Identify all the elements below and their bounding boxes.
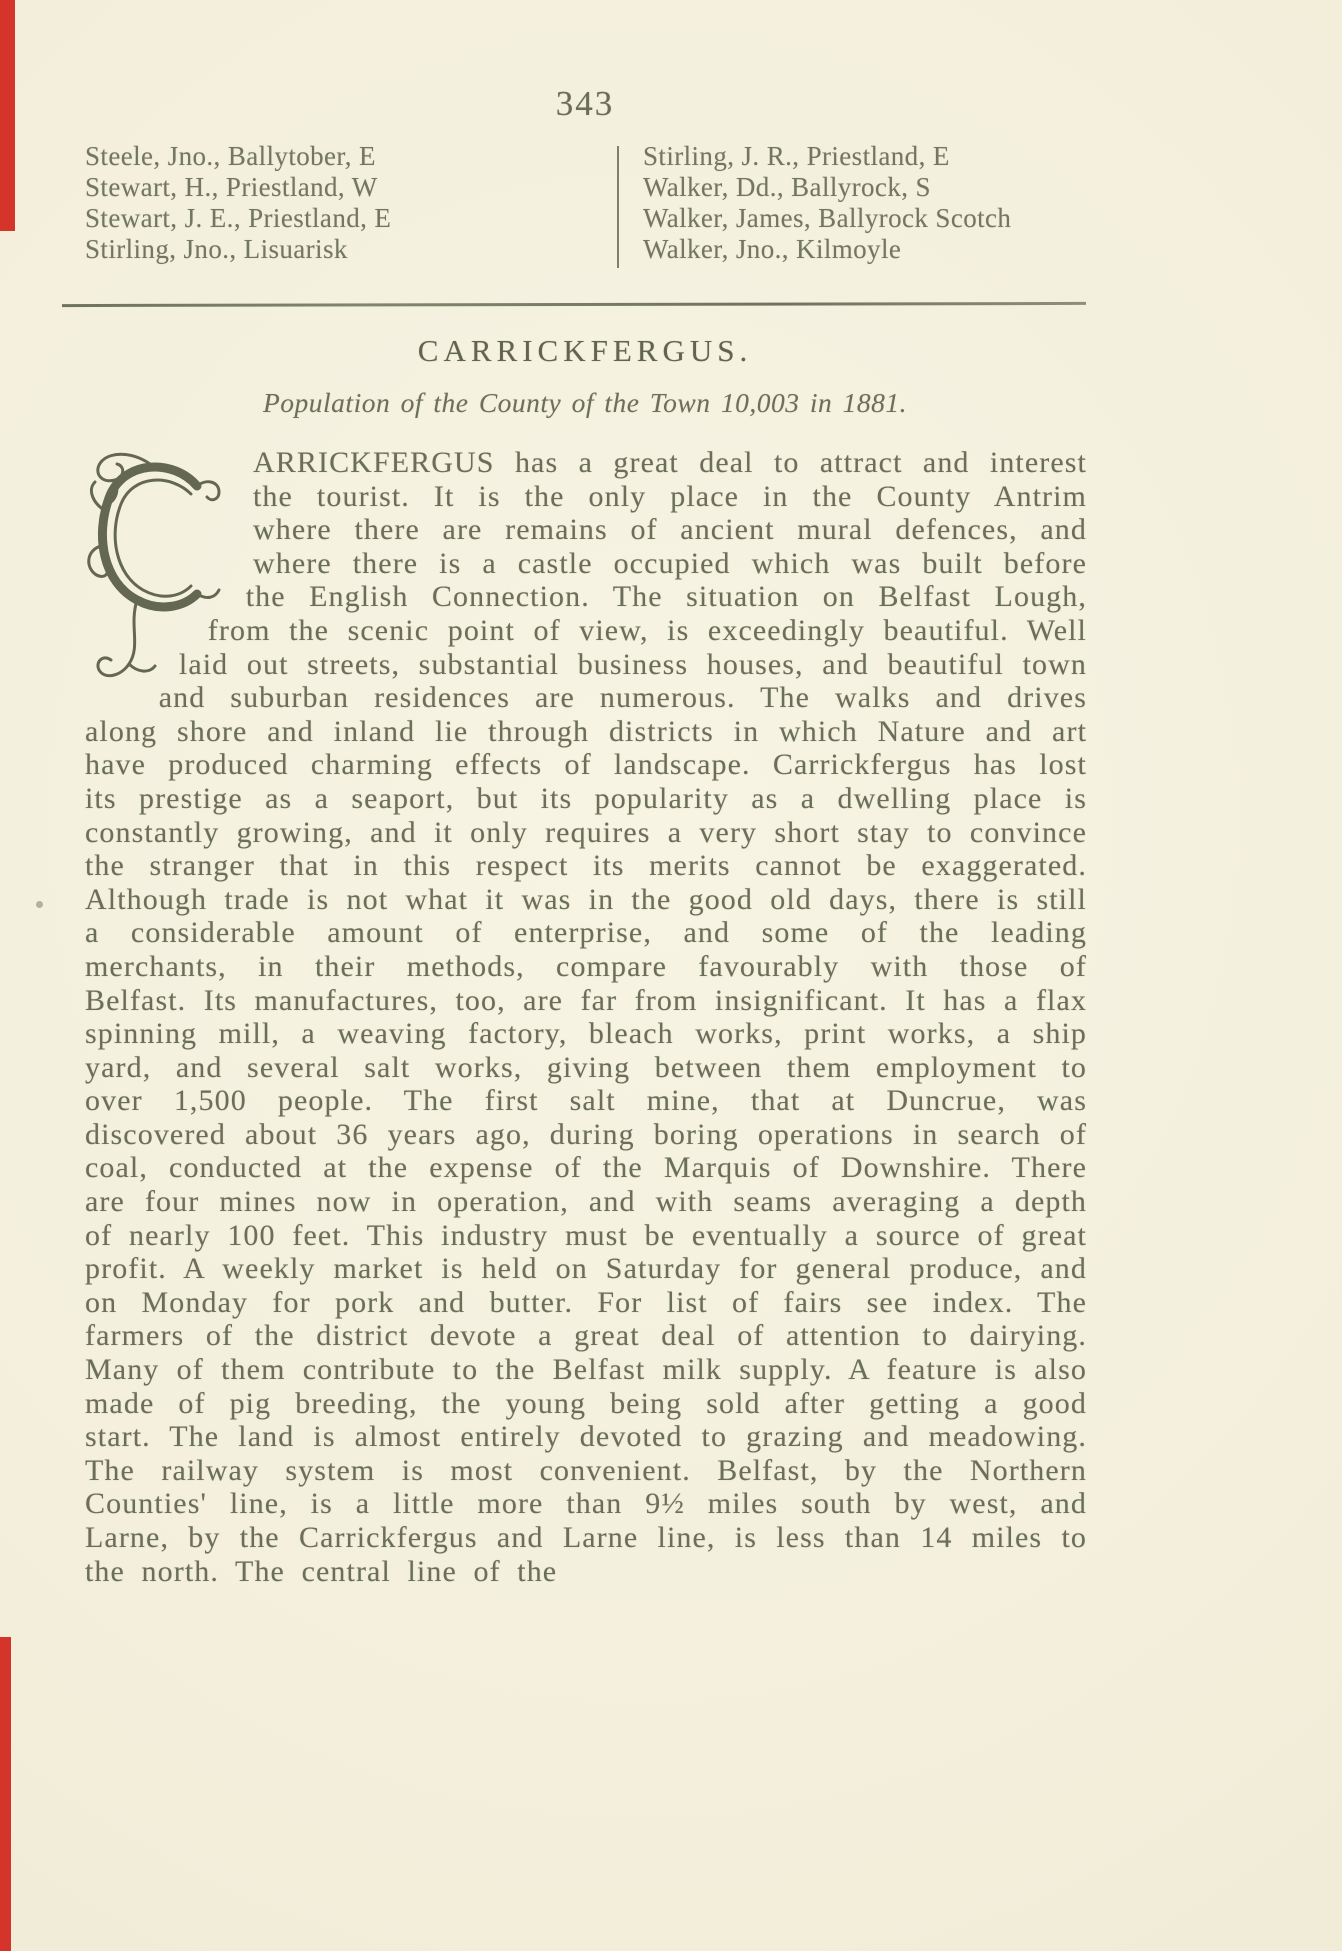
directory-entry: Stewart, J. E., Priestland, E: [85, 203, 392, 233]
directory-entry: Walker, James, Ballyrock Scotch: [643, 203, 1012, 233]
directory-entry: Stewart, H., Priestland, W: [85, 172, 378, 202]
directory-list: [85, 141, 1095, 268]
population-subtitle: Population of the County of the Town 10,003 in 1881.: [262, 387, 907, 418]
body-text: ARRICKFERGUS has a great deal to attract and interest the tourist. It is the only place in the County Antrim where there are remains of ancient mural defences, and where there is a castle occupied which was built before the English Connection. The situation on Belfast Lough, from the scenic point of view, is exceedingly beautiful. Well laid out streets, substantial business houses, and beautiful town and suburban residences are numerous. The walks and drives along shore and inland lie through districts in which Nature and art have produced charming effects of landscape. Carrickfergus has lost its prestige as a seaport, but its popularity as a dwelling place is constantly growing, and it only requires a very short stay to convince the stranger that in this respect its merits cannot be exaggerated. Although trade is not what it was in the good old days, there is still a considerable amount of enterprise, and some of the leading merchants, in their methods, compare favourably with those of Belfast. Its manufactures, too, are far from insignificant. It has a flax spinning mill, a weaving factory, bleach works, print works, a ship yard, and several salt works, giving between them employment to over 1,500 people. The first salt mine, that at Duncrue, was discovered about 36 years ago, during boring operations in search of coal, conducted at the expense of the Marquis of Downshire. There are four mines now in operation, and with seams averaging a depth of nearly 100 feet. This industry must be eventually a source of great profit. A weekly market is held on Saturday for general produce, and on Monday for pork and butter. For list of fairs see index. The farmers of the district devote a great deal of attention to dairying. Many of them contribute to the Belfast milk supply. A feature is also made of pig breeding, the young being sold after getting a good start. The land is almost entirely devoted to grazing and meadowing. The railway system is most convenient. Belfast, by the Northern Counties' line, is a little more than 9½ miles south by west, and Larne, by the Carrickfergus and Larne line, is less than 14 miles to the north. The central line of the: [85, 446, 1087, 1588]
directory-entry: Stirling, Jno., Lisuarisk: [85, 234, 348, 264]
page-number: 343: [555, 84, 615, 123]
directory-entry: Stirling, J. R., Priestland, E: [643, 141, 950, 171]
scan-edge-mark-bottom: [0, 1637, 11, 1951]
article-body: [85, 446, 1087, 1588]
directory-left-column: [85, 141, 617, 268]
directory-entry: Walker, Jno., Kilmoyle: [643, 234, 902, 264]
directory-right-column: [619, 141, 1011, 268]
horizontal-section-rule: [62, 302, 1086, 307]
section-title: CARRICKFERGUS.: [417, 333, 753, 368]
directory-entry: Steele, Jno., Ballytober, E: [85, 141, 376, 171]
scan-edge-mark-top: [0, 0, 15, 231]
directory-entry: Walker, Dd., Ballyrock, S: [643, 172, 931, 202]
ink-speck: [36, 901, 43, 908]
